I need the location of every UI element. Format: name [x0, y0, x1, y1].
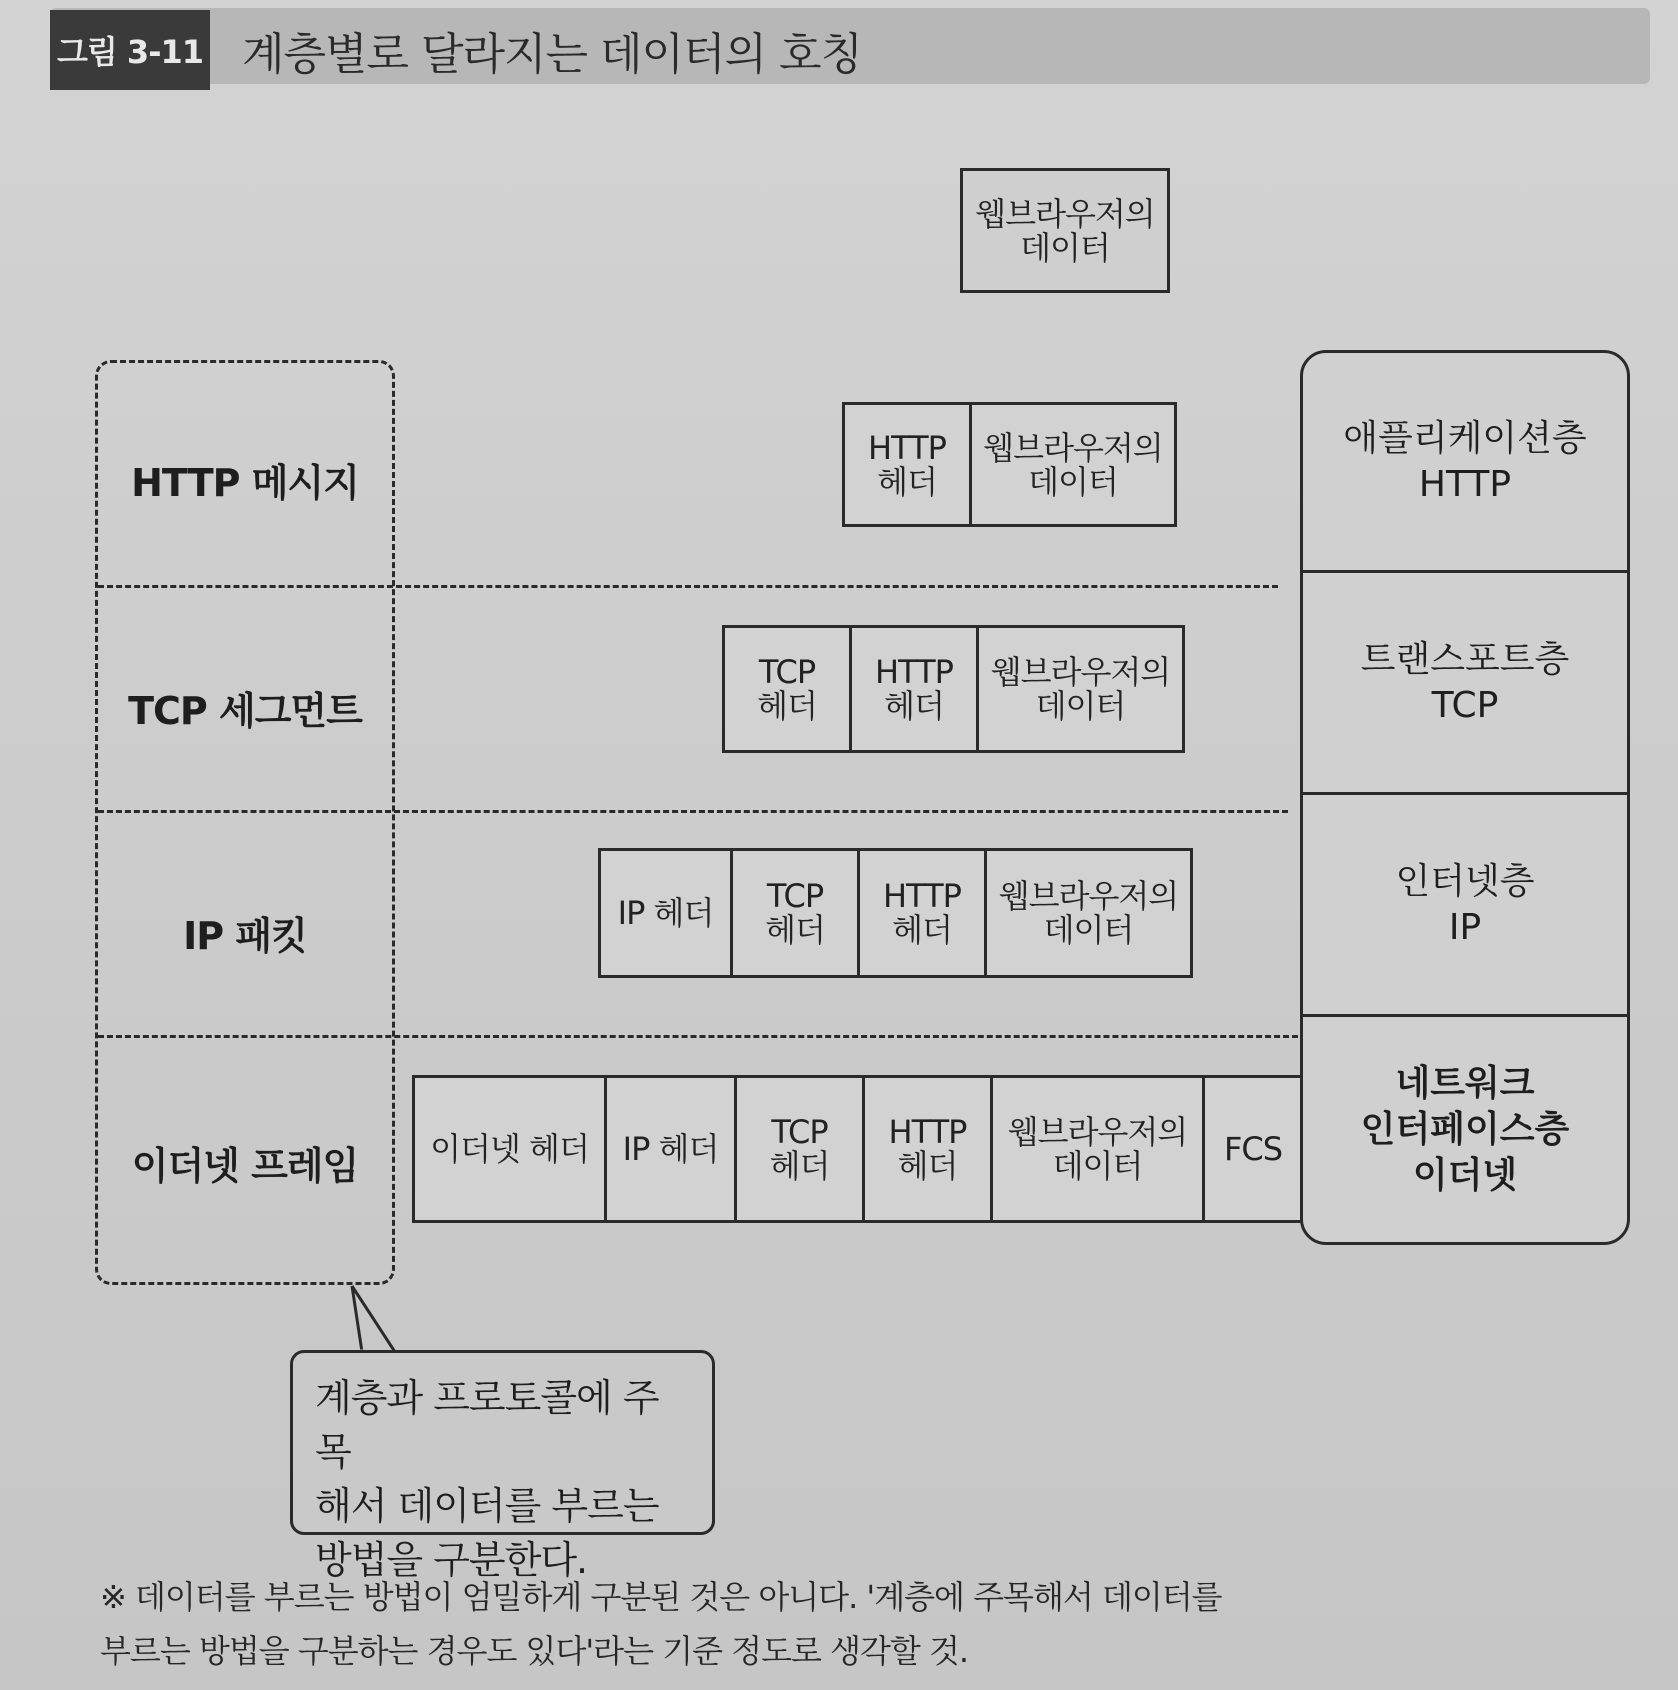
- tcp-segment-row: [722, 625, 1185, 753]
- layer-network-interface: 네트워크 인터페이스층 이더넷: [1360, 1062, 1570, 1196]
- layer-transport: 트랜스포트층 TCP: [1303, 573, 1627, 795]
- http-message-row: [842, 402, 1177, 527]
- label-tcp-segment: TCP 세그먼트: [128, 689, 362, 733]
- callout-note: 계층과 프로토콜에 주목 해서 데이터를 부르는 방법을 구분한다.: [290, 1350, 715, 1535]
- ip-header-cell: IP 헤더: [601, 851, 733, 975]
- label-http-message: HTTP 메시지: [131, 461, 359, 505]
- browser-data-cell: 웹브라우저의 데이터: [983, 428, 1163, 501]
- ip-packet-row: [598, 848, 1193, 978]
- http-header-cell: HTTP 헤더: [845, 405, 972, 524]
- browser-data-cell: 웹브라우저의 데이터: [990, 653, 1171, 725]
- http-header-cell: HTTP 헤더: [860, 851, 987, 975]
- tcp-header-cell: TCP 헤더: [725, 628, 852, 750]
- figure-number-badge: 그림 3-11: [50, 10, 210, 90]
- http-header-cell: HTTP 헤더: [852, 628, 979, 750]
- browser-data-cell: 웹브라우저의 데이터: [993, 1078, 1205, 1220]
- browser-data-cell: 웹브라우저의 데이터: [998, 877, 1179, 949]
- layer-application: 애플리케이션층 HTTP: [1303, 353, 1627, 573]
- separator-line: [98, 585, 1278, 588]
- ethernet-frame-row: [412, 1075, 1304, 1223]
- label-ethernet-frame: 이더넷 프레임: [131, 1144, 359, 1188]
- ethernet-header-cell: 이더넷 헤더: [415, 1078, 607, 1220]
- browser-data-box: [960, 168, 1170, 293]
- http-header-cell: HTTP 헤더: [865, 1078, 993, 1220]
- tcp-header-cell: TCP 헤더: [737, 1078, 865, 1220]
- figure-title: 계층별로 달라지는 데이터의 호칭: [242, 29, 863, 80]
- browser-data-label: 웹브라우저의 데이터: [975, 194, 1155, 267]
- separator-line: [98, 1035, 1298, 1038]
- ip-header-cell: IP 헤더: [607, 1078, 737, 1220]
- label-ip-packet: IP 패킷: [183, 914, 307, 958]
- tcpip-layer-stack: [1300, 350, 1630, 1245]
- separator-line: [98, 810, 1288, 813]
- fcs-cell: FCS: [1223, 1130, 1283, 1168]
- footnote: ※ 데이터를 부르는 방법이 엄밀하게 구분된 것은 아니다. '계층에 주목해서 데이터를 부르는 방법을 구분하는 경우도 있다'라는 기준 정도로 생각할 것.: [100, 1578, 1222, 1670]
- layer-internet: 인터넷층 IP: [1303, 795, 1627, 1017]
- tcp-header-cell: TCP 헤더: [733, 851, 860, 975]
